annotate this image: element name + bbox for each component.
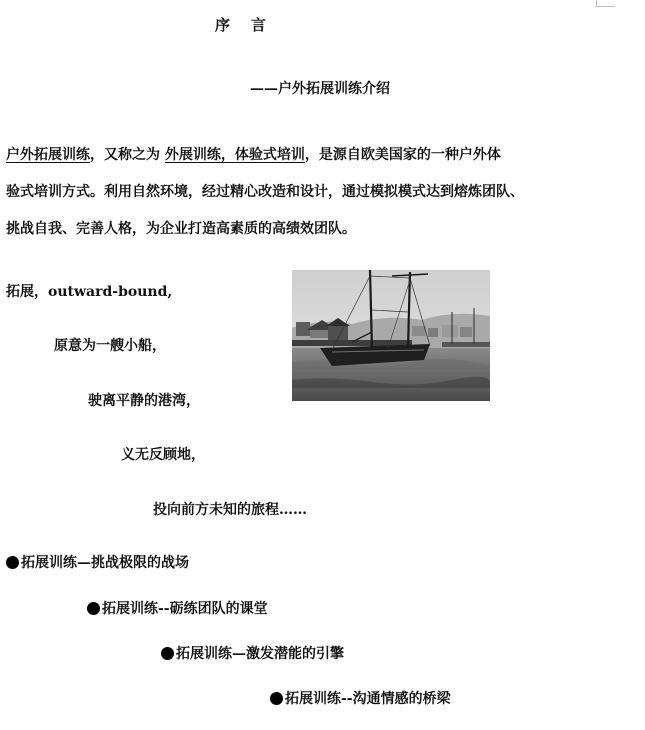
bullet-text: 拓展训练—挑战极限的战场: [21, 555, 189, 571]
bullet-dot-icon: [87, 602, 100, 615]
intro-comma: ，: [220, 147, 235, 163]
sailing-ship-photo: [292, 270, 490, 401]
poem-line-5: 投向前方未知的旅程……: [153, 502, 307, 518]
intro-term-outdoor-training: 户外拓展训练: [6, 147, 90, 163]
poem-line-2: 原意为一艘小船，: [54, 338, 166, 354]
intro-term-outreach-training: 外展训练: [164, 147, 221, 163]
bullet-dot-icon: [161, 647, 174, 660]
intro-text-rest: ，是源自欧美国家的一种户外体: [304, 147, 501, 163]
bullet-text: 拓展训练--沟通情感的桥梁: [285, 691, 451, 707]
poem-line-1: 拓展，outward-bound,: [6, 284, 173, 300]
intro-text: ，又称之为: [90, 147, 160, 163]
poem-line-4: 义无反顾地，: [121, 447, 205, 463]
page-corner-mark: [596, 0, 615, 7]
bullet-dot-icon: [6, 556, 19, 569]
document-title: 序 言: [215, 16, 266, 34]
intro-line-3: 挑战自我、完善人格，为企业打造高素质的高绩效团队。: [6, 221, 356, 237]
bullet-text: 拓展训练--砺练团队的课堂: [102, 601, 268, 617]
bullet-item-1: [6, 552, 189, 572]
intro-term-experiential-training: 体验式培训: [234, 147, 305, 163]
bullet-item-3: [161, 643, 344, 663]
poem-line-3: 驶离平静的港湾，: [88, 393, 200, 409]
intro-line-1: [6, 144, 626, 164]
intro-line-2: 验式培训方式。利用自然环境，经过精心改造和设计，通过模拟模式达到熔炼团队、: [6, 184, 524, 200]
document-subtitle: ——户外拓展训练介绍: [250, 81, 390, 97]
bullet-dot-icon: [270, 692, 283, 705]
bullet-text: 拓展训练—激发潜能的引擎: [176, 646, 344, 662]
bullet-item-2: [87, 598, 268, 618]
bullet-item-4: [270, 688, 451, 708]
